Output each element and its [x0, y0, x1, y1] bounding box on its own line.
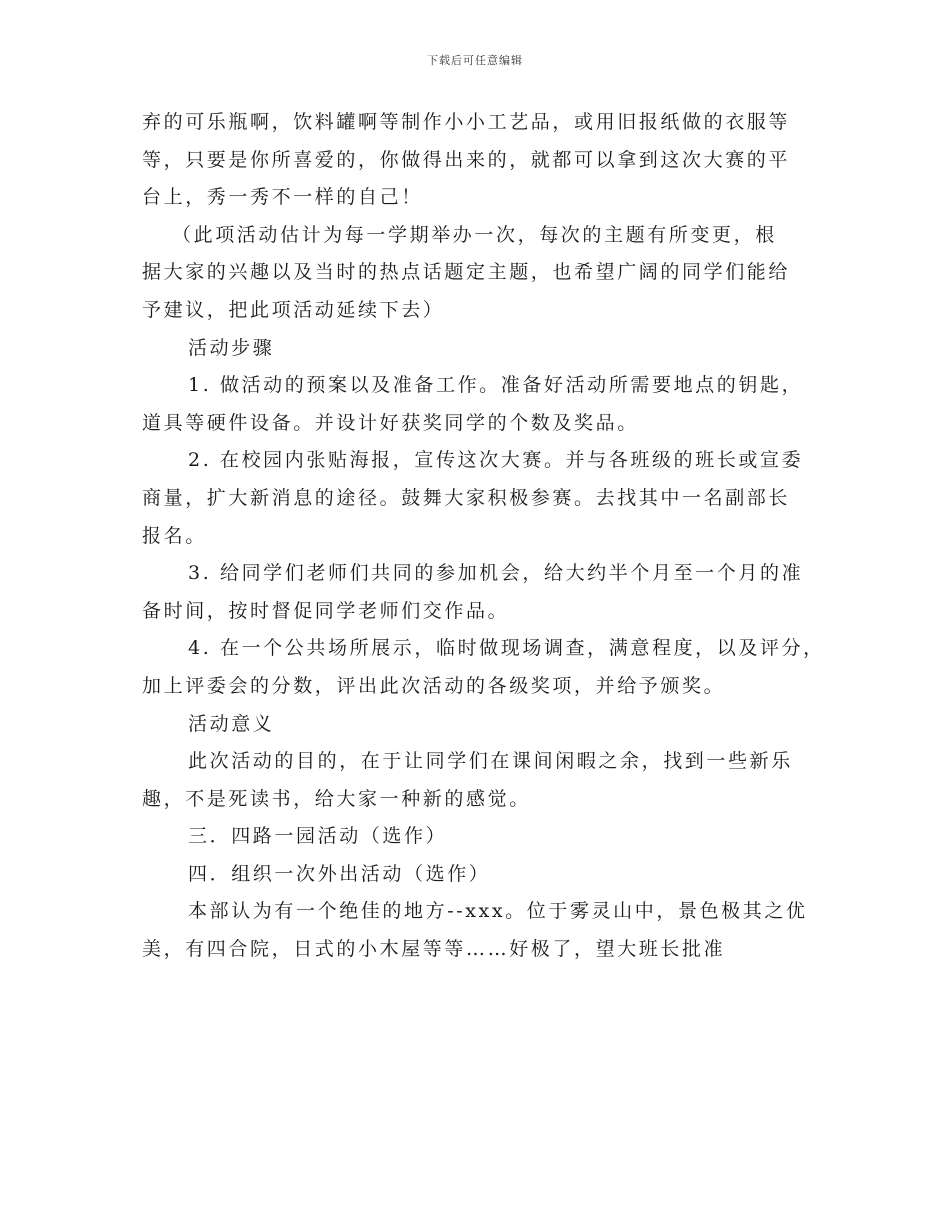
- step-item-2: 2. 在校园内张贴海报，宣传这次大赛。并与各班级的班长或宣委: [188, 449, 804, 472]
- body-line: 报名。: [142, 524, 207, 547]
- body-line: 加上评委会的分数，评出此次活动的各级奖项，并给予颁奖。: [142, 674, 726, 697]
- step-item-1: 1. 做活动的预案以及准备工作。准备好活动所需要地点的钥匙，: [188, 374, 804, 397]
- page-header: 下载后可任意编辑: [427, 54, 523, 67]
- body-line: 弃的可乐瓶啊，饮料罐啊等制作小小工艺品，或用旧报纸做的衣服等: [142, 111, 791, 133]
- step-item-3: 3. 给同学们老师们共同的参加机会，给大约半个月至一个月的准: [188, 562, 804, 585]
- step-item-4: 4. 在一个公共场所展示，临时做现场调查，满意程度，以及评分，: [188, 637, 825, 660]
- body-line: 台上，秀一秀不一样的自己！: [142, 186, 423, 209]
- body-line: 商量，扩大新消息的途径。鼓舞大家积极参赛。去找其中一名副部长: [142, 486, 791, 509]
- body-line: （此项活动估计为每一学期举办一次，每次的主题有所变更，根: [172, 223, 777, 246]
- body-line: 予建议，把此项活动延续下去）: [142, 298, 445, 321]
- body-line: 趣，不是死读书，给大家一种新的感觉。: [142, 787, 531, 810]
- section-heading-four: 四．组织一次外出活动（选作）: [188, 862, 491, 885]
- section-heading-three: 三．四路一园活动（选作）: [188, 825, 448, 848]
- body-line: 美，有四合院，日式的小木屋等等……好极了，望大班长批准: [142, 938, 726, 961]
- body-line: 本部认为有一个绝佳的地方--xxx。位于雾灵山中，景色极其之优: [188, 900, 808, 923]
- section-heading-steps: 活动步骤: [188, 336, 275, 359]
- body-line: 备时间，按时督促同学老师们交作品。: [142, 599, 510, 622]
- body-line: 道具等硬件设备。并设计好获奖同学的个数及奖品。: [142, 411, 639, 434]
- body-line: 据大家的兴趣以及当时的热点话题定主题，也希望广阔的同学们能给: [142, 261, 791, 284]
- body-line: 此次活动的目的，在于让同学们在课间闲暇之余，找到一些新乐: [188, 750, 793, 773]
- body-line: 等，只要是你所喜爱的，你做得出来的，就都可以拿到这次大赛的平: [142, 148, 791, 171]
- section-heading-significance: 活动意义: [188, 712, 275, 735]
- document-body: [142, 104, 825, 969]
